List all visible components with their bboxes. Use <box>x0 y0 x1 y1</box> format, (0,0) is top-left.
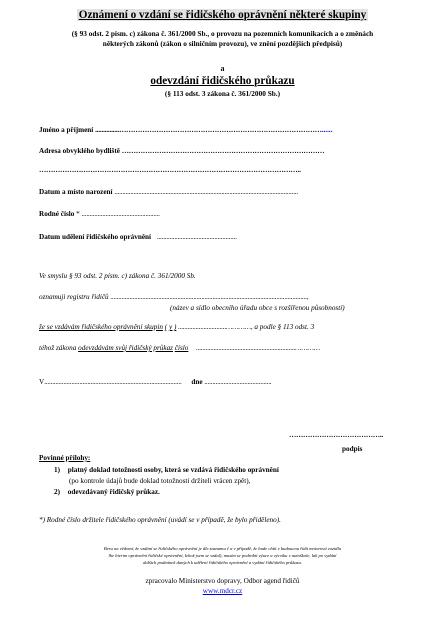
notice-line-2: lhe hierim oprávnění řidičské oprávnění, lehož jsem se vzdal), musím se podrobit výuce a výcviku v autoškole, lak po vydání <box>108 553 337 558</box>
attachment-item-2 <box>54 488 160 496</box>
legal-reference-line-2: některých zákonů (zákon o silničním provozu), ve znění pozdějších předpisů) <box>102 39 343 48</box>
notice-line-1: Beru na vědomí, že vzdání se řidičského oprávnění je dle zaznamu č a v případě, že bude chtít v budoucnu řídit motorová vozidla <box>103 546 342 551</box>
law-reference: Ve smyslu § 93 odst. 2 písm. c) zákona č. 361/2000 Sb. <box>39 272 196 280</box>
signature-dotted-line[interactable]: ………………………………….. <box>289 431 384 439</box>
place-date-line[interactable] <box>39 378 271 386</box>
notify-label: oznamuji registru řidičů <box>39 293 109 301</box>
address-continuation-line[interactable]: ………………………………………………………………………………………………….. <box>39 166 301 174</box>
place-dotted-line: ...................................................................................... <box>44 378 182 386</box>
attachment-item-number: 1) <box>54 466 60 474</box>
renounce-line[interactable] <box>39 323 314 331</box>
birth-number-label: Rodné číslo <box>39 210 75 218</box>
conjunction-and: a <box>220 64 225 73</box>
attachment-item-1-note: (po kontrole údajů bude doklad totožnosti držiteli vrácen zpět), <box>69 477 251 485</box>
renounce-paren: ( y ) <box>164 323 177 331</box>
birth-label: Datum a místo narození <box>39 188 113 196</box>
name-dotted-line: ...............…………………………………………………………………………… <box>95 126 322 134</box>
name-field[interactable] <box>39 126 332 134</box>
birth-number-dotted-line: ................................................. <box>81 210 160 218</box>
notify-field[interactable] <box>39 293 308 301</box>
address-label: Adresa obvyklého bydliště <box>39 147 120 155</box>
return-line[interactable] <box>39 344 320 352</box>
birth-dotted-line: ................................................................................................................... <box>114 188 298 196</box>
birth-field[interactable] <box>39 188 298 196</box>
attachment-item-1 <box>54 466 279 474</box>
legal-reference-line-1: (§ 93 odst. 2 písm. c) zákona č. 361/2000 Sb., o provozu na pozemních komunikacích a o změnách <box>71 29 374 38</box>
return-number-label: číslo <box>174 344 189 352</box>
name-dotted-line-end: ...... <box>321 126 333 134</box>
attachments-heading: Povinné přílohy: <box>39 454 91 462</box>
birth-number-mark: * <box>76 210 80 218</box>
form-subtitle: odevzdání řidičského průkazu <box>150 75 295 87</box>
attachment-item-text: odevzdávaný řidičský průkaz. <box>67 488 160 496</box>
address-dotted-line: …………………………………………………………………………… <box>121 147 325 155</box>
place-prefix: V <box>39 378 45 386</box>
date-dotted-line: .......................................... <box>204 378 272 386</box>
notify-dotted-line: ..........................................................................................................................., <box>110 293 309 301</box>
birth-number-field[interactable] <box>39 210 160 218</box>
renounce-text: že se vzdávám řidičského oprávnění skupin <box>39 323 163 331</box>
footnote: *) Rodné číslo držitele řidičského oprávnění (uvádí se v případě, že bylo přiděleno). <box>39 516 281 524</box>
name-label: Jméno a příjmení <box>39 126 94 134</box>
authority-hint: (název a sídlo obecního úřadu obce s rozšířenou působností) <box>170 304 345 312</box>
attachment-item-number: 2) <box>54 488 60 496</box>
attachment-item-text: platný doklad totožnosti osoby, která se vzdává řidičského oprávnění <box>67 466 279 474</box>
website-link[interactable]: www.mdcr.cz <box>202 587 243 595</box>
return-prefix: téhož zákona <box>39 344 77 352</box>
subtitle-reference: (§ 113 odst. 3 zákona č. 361/2000 Sb.) <box>164 89 281 98</box>
processed-by: zpracovalo Ministerstvo dopravy, Odbor agend řidičů <box>145 577 300 585</box>
renounce-dotted-line: ..............................………… <box>178 323 251 331</box>
issue-date-dotted-line: .................................................. <box>156 233 237 241</box>
renounce-suffix: , a podle § 113 odst. 3 <box>250 323 315 331</box>
issue-date-field[interactable] <box>39 233 237 241</box>
form-title: Oznámení o vzdání se řidičského oprávnění některé skupiny <box>78 9 367 21</box>
issue-date-label: Datum udělení řidičského oprávnění <box>39 233 152 241</box>
footer-link-wrapper <box>0 587 445 595</box>
return-number-dotted-line: ..............................................................………… <box>196 344 320 352</box>
address-field[interactable] <box>39 147 324 155</box>
notice-line-3: dalšich podmínek daných k udělení řidičského oprávnění a vydání řidičského průkazu. <box>143 560 302 565</box>
return-text: odevzdávám svůj řidičský průkaz <box>78 344 173 352</box>
date-label: dne <box>191 378 203 386</box>
signature-label: podpis <box>342 445 363 453</box>
